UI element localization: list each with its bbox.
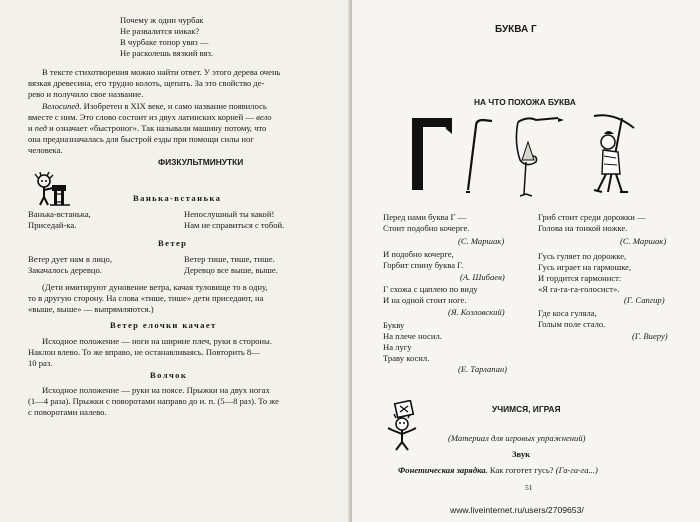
veter-note-1: (Дети имитируют дуновение ветра, качая туловище то в одну, [42, 282, 268, 292]
veter-note-3: «выше, выше» — выпрямляются.) [28, 304, 154, 314]
poem-line-1: Почему ж один чурбак [120, 15, 204, 25]
poem-l3-line-1: Г схожа с цаплею по виду [383, 284, 478, 294]
phonetic-term: Фонетическая зарядка. [398, 465, 488, 475]
veter-right-1: Ветер тише, тише, тише. [184, 254, 275, 264]
material-note: (Материал для игровых упражнений) [448, 433, 586, 443]
vanka-left-1: Ванька-встанька, [28, 209, 91, 219]
poem-line-2: Не развалится никак? [120, 26, 200, 36]
poem-l1-line-1: Перед нами буква Г — [383, 212, 467, 222]
poem-l4-line-4: Траву косил. [383, 353, 430, 363]
para2-first-text: Изобретен в XIX веке, и само название появилось [83, 101, 267, 111]
poem-r3-author: (Г. Виеру) [632, 331, 668, 341]
vanka-left-2: Приседай-ка. [28, 220, 77, 230]
vanka-title: Ванька-встанька [133, 193, 222, 203]
poem-r3-line-1: Где коса гуляла, [538, 308, 597, 318]
poem-r2-line-3: И гордится гармонист: [538, 273, 622, 283]
para1-line-2: вязкая древесина, его трудно колоть, щепать. За это свойство де- [28, 78, 265, 88]
vanka-right-2: Нам не справиться с тобой. [184, 220, 285, 230]
para2-line-2-text: вместе с ним. Это слово состоит из двух латинских корней — [28, 112, 254, 122]
poem-l2-line-1: И подобно кочерге, [383, 249, 454, 259]
heron-icon [516, 118, 564, 196]
poem-line-3: В чурбаке топор увяз — [120, 37, 209, 47]
block-letter-g-icon [412, 118, 452, 190]
para1-line-3: рево и получило свое название. [28, 89, 144, 99]
elochki-title: Ветер елочки качает [110, 320, 217, 330]
veter-note-2: то в другую сторону. На слова «тише, тише» дети приседают, на [28, 293, 264, 303]
section-title: ФИЗКУЛЬТМИНУТКИ [158, 157, 244, 167]
poem-r2-line-1: Гусь гуляет по дорожке, [538, 251, 627, 261]
poem-l4-line-2: На плече носил. [383, 331, 442, 341]
root-velo: вело [256, 112, 272, 122]
poem-l3-author: (Я. Козловский) [448, 307, 505, 317]
poem-l2-line-2: Горбит спину буква Г. [383, 260, 464, 270]
child-with-box-illustration [382, 400, 426, 452]
para2-line-5: человека. [28, 145, 63, 155]
veter-left-2: Закачалось деревцо. [28, 265, 102, 275]
para2-line-3 [28, 123, 266, 133]
poker-icon [466, 120, 492, 192]
watermark-url[interactable]: www.liveinternet.ru/users/2709653/ [450, 505, 584, 515]
para2-term: Велосипед. [42, 101, 82, 111]
poem-l2-author: (А. Шибаев) [460, 272, 505, 282]
page-title: БУКВА Г [495, 24, 537, 35]
page-subtitle: НА ЧТО ПОХОЖА БУКВА [474, 97, 576, 107]
right-page [352, 0, 700, 522]
volchok-line-2: (1—4 раза). Прыжки с поворотами направо до и. п. (5—8 раз). То же [28, 396, 279, 406]
elochki-line-3: 10 раз. [28, 358, 53, 368]
poem-r2-line-2: Гусь играет на гармошке, [538, 262, 632, 272]
poem-r3-line-2: Голым поле стало. [538, 319, 606, 329]
poem-r1-line-2: Голова на тонкой ножке. [538, 223, 628, 233]
poem-l3-line-2: И на одной стоит ноге. [383, 295, 467, 305]
para2-line-3-text: и означает «быстроног». Так называли машину потому, что [49, 123, 267, 133]
poem-r2-author: (Г. Сапгир) [624, 295, 665, 305]
para1-line-1: В тексте стихотворения можно найти ответ. У этого дерева очень [42, 67, 281, 77]
root-ped: пед [34, 123, 48, 133]
child-at-desk-illustration [34, 172, 74, 208]
para2-line-4: она предназначалась для быстрой езды при помощи силы ног [28, 134, 254, 144]
page-number: 51 [525, 483, 533, 492]
veter-left-1: Ветер дует нам в лицо, [28, 254, 112, 264]
phonetic-answer: (Га-га-га...) [555, 465, 598, 475]
poem-l1-author: (С. Маршак) [458, 236, 505, 246]
veter-right-2: Деревцо все выше, выше. [184, 265, 278, 275]
poem-r1-line-1: Гриб стоит среди дорожки — [538, 212, 646, 222]
phonetic-line [398, 465, 598, 475]
volchok-line-3: с поворотами налево. [28, 407, 107, 417]
para2-line-2 [28, 112, 272, 122]
volchok-line-1: Исходное положение — руки на поясе. Прыжки на двух ногах [42, 385, 270, 395]
volchok-title: Волчок [150, 370, 188, 380]
zvuk-label: Звук [512, 449, 531, 459]
root-conj: и [28, 123, 33, 133]
mower-with-scythe-icon [594, 115, 634, 192]
veter-title: Ветер [158, 238, 188, 248]
poem-r2-line-4: «Я га-га-га-голосист». [538, 284, 620, 294]
poem-l1-line-2: Стоит подобно кочерге. [383, 223, 470, 233]
vanka-right-1: Непослушный ты какой! [184, 209, 275, 219]
letter-g-illustrations [408, 112, 648, 200]
elochki-line-2: Наклон влево. То же вправо, не останавливаясь. Повторить 8— [28, 347, 260, 357]
para2-line-1 [42, 101, 267, 111]
poem-l4-line-1: Букву [383, 320, 405, 330]
poem-l4-line-3: На лугу [383, 342, 412, 352]
learning-title: УЧИМСЯ, ИГРАЯ [492, 404, 561, 414]
phonetic-question: Как гоготет гусь? [489, 465, 554, 475]
poem-line-4: Не расколешь вязкий вяз. [120, 48, 214, 58]
elochki-line-1: Исходное положение — ноги на ширине плеч, руки в стороны. [42, 336, 272, 346]
poem-r1-author: (С. Маршак) [620, 236, 667, 246]
poem-l4-author: (Е. Тарлапан) [458, 364, 508, 374]
